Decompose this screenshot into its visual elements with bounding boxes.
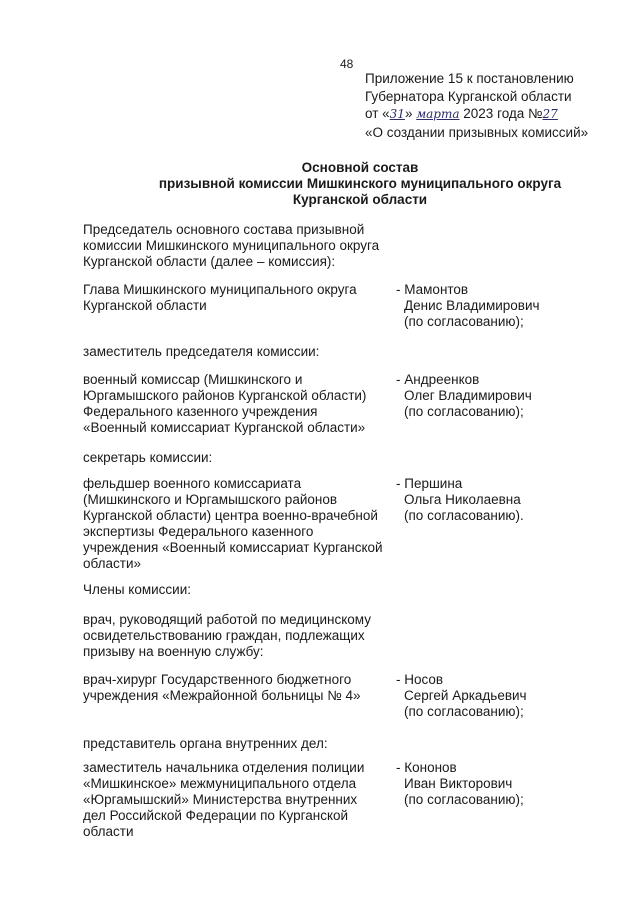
title-line-3: Курганской области (292, 192, 428, 207)
document-title (60, 160, 640, 208)
person-name: Сергей Аркадьевич (404, 688, 527, 703)
chair-heading-line: Курганской области (далее – комиссия): (83, 254, 336, 269)
position-line: заместитель начальника отделения полиции (83, 760, 365, 775)
title-line-2: призывной комиссии Мишкинского муниципального округа (158, 176, 562, 191)
surgeon-position (83, 672, 393, 704)
position-line: «Юргамышский» Министерства внутренних (83, 792, 358, 807)
appendix-date-mid: » (404, 106, 417, 121)
position-line: области» (83, 556, 142, 571)
doctor-heading-line: врач, руководящий работой по медицинскому (83, 612, 371, 627)
handwritten-month: марта (416, 107, 460, 121)
chair-heading-line: комиссии Мишкинского муниципального округа (83, 238, 380, 253)
doctor-heading-line: освидетельствованию граждан, подлежащих (83, 628, 365, 643)
position-line: Курганской области) центра военно-врачебной (83, 508, 378, 523)
appendix-date-prefix: от « (365, 106, 390, 121)
position-line: учреждения «Межрайонной больницы № 4» (83, 688, 361, 703)
doctor-heading-line: призыву на военную службу: (83, 644, 264, 659)
police-person (396, 760, 524, 808)
deputy-position (83, 372, 393, 436)
person-name: Денис Владимирович (404, 298, 540, 313)
secretary-heading: секретарь комиссии: (83, 450, 213, 465)
person-name: Олег Владимирович (404, 388, 532, 403)
position-line: фельдшер военного комиссариата (83, 476, 302, 491)
position-line: Юргамышского районов Курганской области) (83, 388, 367, 403)
person-surname: - Кононов (396, 760, 457, 775)
members-heading: Члены комиссии: (83, 582, 192, 597)
title-line-1: Основной состав (301, 160, 419, 175)
deputy-person (396, 372, 532, 420)
position-line: «Военный комиссариат Курганской области» (83, 420, 366, 435)
chair-heading (83, 222, 379, 270)
appendix-line-3 (365, 105, 588, 124)
handwritten-number: 27 (542, 107, 558, 121)
position-line: врач-хирург Государственного бюджетного (83, 672, 352, 687)
position-line: Глава Мишкинского муниципального округа (83, 282, 357, 297)
position-line: «Мишкинское» межмуниципального отдела (83, 776, 357, 791)
person-name: Ольга Николаевна (404, 492, 521, 507)
person-note: (по согласованию); (404, 704, 524, 719)
police-position (83, 760, 393, 840)
appendix-line-1: Приложение 15 к постановлению (365, 71, 574, 86)
appendix-year: 2023 года № (459, 106, 543, 121)
appendix-line-2: Губернатора Курганской области (365, 88, 572, 104)
deputy-heading: заместитель председателя комиссии: (83, 344, 320, 359)
chair-position (83, 282, 393, 314)
person-surname: - Андреенков (396, 372, 480, 387)
position-line: учреждения «Военный комиссариат Курганской (83, 540, 383, 555)
person-surname: - Першина (396, 476, 463, 491)
secretary-position (83, 476, 393, 572)
chair-person (396, 282, 540, 330)
position-line: экспертизы Федерального казенного (83, 524, 314, 539)
page-number: 48 (340, 57, 354, 71)
person-surname: - Носов (396, 672, 444, 687)
police-heading: представитель органа внутренних дел: (83, 736, 328, 751)
person-surname: - Мамонтов (396, 282, 469, 297)
person-name: Иван Викторович (404, 776, 513, 791)
position-line: военный комиссар (Мишкинского и (83, 372, 303, 387)
secretary-person (396, 476, 524, 524)
surgeon-person (396, 672, 527, 720)
position-line: Курганской области (83, 298, 207, 313)
appendix-line-4: «О создании призывных комиссий» (365, 124, 589, 140)
position-line: области (83, 824, 134, 839)
handwritten-day: 31 (389, 107, 405, 121)
chair-heading-line: Председатель основного состава призывной (83, 222, 365, 237)
appendix-header (365, 70, 588, 141)
position-line: дел Российской Федерации по Курганской (83, 808, 349, 823)
position-line: Федерального казенного учреждения (83, 404, 318, 419)
person-note: (по согласованию); (404, 792, 524, 807)
doctor-heading (83, 612, 371, 660)
person-note: (по согласованию). (404, 508, 524, 523)
position-line: (Мишкинского и Юргамышского районов (83, 492, 338, 507)
person-note: (по согласованию); (404, 404, 524, 419)
person-note: (по согласованию); (404, 314, 524, 329)
